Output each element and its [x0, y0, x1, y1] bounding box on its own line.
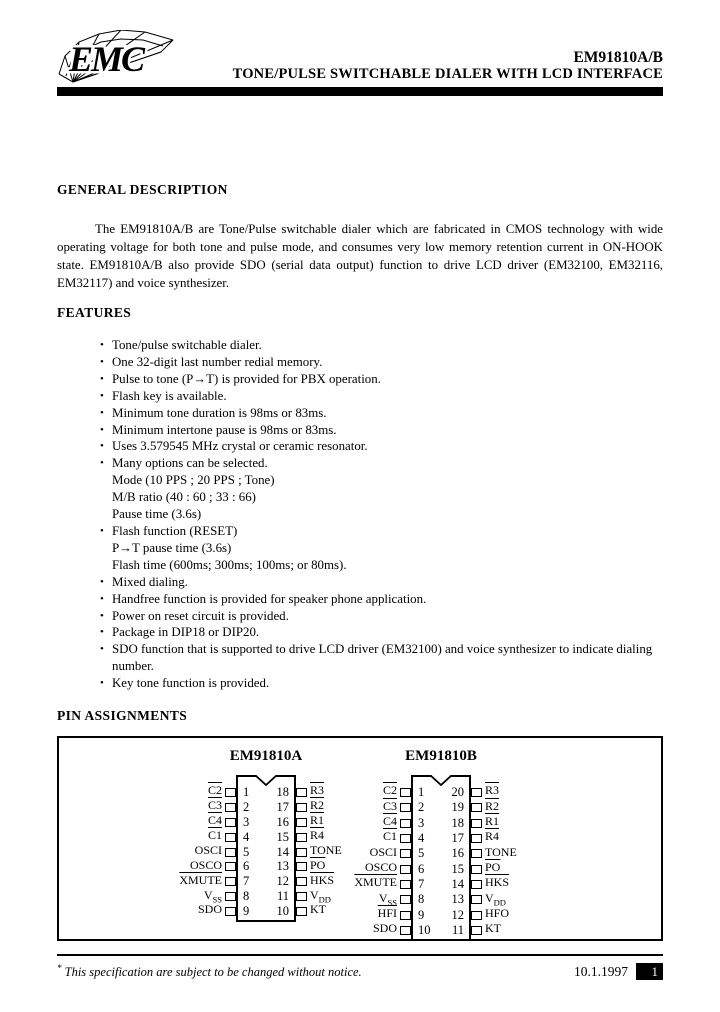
pin-pad-left	[400, 895, 411, 904]
pin-number-left: 1	[243, 784, 250, 799]
feature-text: Pulse to tone (P→T) is provided for PBX operation.	[112, 371, 381, 386]
pin-label-left: C4	[382, 814, 397, 829]
pin-number-right: 10	[276, 904, 289, 919]
chip-a-title: EM91810A	[229, 748, 303, 765]
bullet-icon: •	[100, 440, 104, 453]
pin-number-left: 7	[243, 874, 250, 889]
pin-row	[167, 785, 365, 800]
feature-text: Mixed dialing.	[112, 574, 188, 589]
pin-row	[342, 785, 540, 800]
pin-number-left: 2	[418, 800, 425, 815]
pin-label-right: R1	[485, 814, 500, 829]
pin-number-right: 17	[451, 831, 464, 846]
pin-diagram-box	[57, 736, 663, 941]
document-title: TONE/PULSE SWITCHABLE DIALER WITH LCD INTERFACE	[232, 66, 663, 82]
feature-item	[100, 472, 663, 489]
pin-number-right: 12	[276, 874, 289, 889]
pin-label-right: R4	[310, 827, 325, 842]
bullet-icon: •	[100, 524, 104, 537]
pin-label-left: XMUTE	[354, 875, 397, 890]
pin-label-right: $\overline{HKS}$	[310, 872, 335, 887]
chip-em91810a	[167, 748, 365, 922]
feature-text: Handfree function is provided for speaker phone application.	[112, 591, 427, 606]
feature-text: Mode (10 PPS ; 20 PPS ; Tone)	[112, 473, 275, 488]
chip-b-title: EM91810B	[405, 748, 477, 765]
pin-number-right: 11	[451, 922, 464, 937]
pin-label-left: C2	[382, 783, 397, 798]
feature-item	[100, 422, 663, 439]
pin-pad-left	[400, 819, 411, 828]
feature-item	[100, 337, 663, 354]
pin-number-right: 20	[451, 785, 464, 800]
pin-pad-left	[225, 833, 236, 842]
feature-item	[100, 675, 663, 692]
pin-pad-right	[296, 788, 307, 797]
feature-text: One 32-digit last number redial memory.	[112, 354, 323, 369]
pin-label-left: C3	[207, 798, 222, 813]
feature-item	[100, 608, 663, 625]
bullet-icon: •	[100, 355, 104, 368]
pin-pad-left	[225, 848, 236, 857]
footer-date: 10.1.1997	[574, 963, 628, 979]
feature-text: P→T pause time (3.6s)	[112, 540, 232, 555]
feature-item	[100, 438, 663, 455]
pin-number-right: 14	[276, 844, 289, 859]
feature-item	[100, 455, 663, 472]
pin-pad-right	[471, 819, 482, 828]
pin-label-left: OSCI	[194, 842, 222, 857]
pin-number-right: 16	[451, 846, 464, 861]
pin-row	[167, 815, 365, 830]
feature-text: Tone/pulse switchable dialer.	[112, 338, 262, 352]
pin-number-right: 13	[451, 892, 464, 907]
pin-label-left: C3	[382, 798, 397, 813]
pin-pad-left	[225, 803, 236, 812]
pin-pad-right	[471, 865, 482, 874]
pin-pad-right	[296, 803, 307, 812]
pin-label-right: $\overline{HKS}$	[485, 875, 510, 890]
pin-pad-left	[225, 892, 236, 901]
feature-text: Flash function (RESET)	[112, 523, 238, 538]
pin-pad-left	[400, 865, 411, 874]
pin-pad-right	[296, 907, 307, 916]
header-rule	[57, 87, 663, 96]
feature-item	[100, 624, 663, 641]
bullet-icon: •	[100, 609, 104, 622]
feature-text: Package in DIP18 or DIP20.	[112, 625, 260, 640]
pin-label-left: $\overline{HFI}$	[377, 905, 397, 920]
pin-pad-right	[296, 818, 307, 827]
pin-number-right: 18	[451, 815, 464, 830]
pin-pad-left	[225, 788, 236, 797]
bullet-icon: •	[100, 677, 104, 690]
pin-pad-right	[471, 834, 482, 843]
pin-row	[167, 874, 365, 889]
pin-label-left: XMUTE	[179, 872, 222, 887]
pin-number-left: 7	[418, 876, 425, 891]
pin-label-right: $V_{DD}$	[485, 890, 506, 907]
pin-pad-right	[471, 880, 482, 889]
page-number-badge: 1	[636, 963, 663, 980]
feature-text: Power on reset circuit is provided.	[112, 608, 289, 623]
pin-number-left: 2	[243, 799, 250, 814]
chip-a-diagram	[167, 775, 365, 922]
pin-row	[342, 816, 540, 831]
bullet-icon: •	[100, 643, 104, 656]
pin-label-left: C1	[382, 829, 397, 844]
bullet-icon: •	[100, 592, 104, 605]
pin-number-right: 12	[451, 907, 464, 922]
pin-pad-right	[471, 926, 482, 935]
feature-item	[100, 591, 663, 608]
pin-label-left: C2	[207, 783, 222, 798]
pin-pad-right	[296, 877, 307, 886]
footnote-text: This specification are subject to be changed without notice.	[64, 965, 362, 980]
pin-pad-left	[225, 818, 236, 827]
emc-logo-text: EMC	[69, 39, 144, 79]
header-titles	[233, 49, 663, 84]
pin-number-left: 9	[243, 904, 250, 919]
pin-number-left: 1	[418, 785, 425, 800]
pin-pad-right	[296, 862, 307, 871]
feature-text: Key tone function is provided.	[112, 676, 270, 691]
feature-item	[100, 506, 663, 523]
pin-pad-left	[400, 911, 411, 920]
pin-label-right: HFO	[485, 905, 510, 920]
chip-b-diagram	[342, 775, 540, 941]
footer-right	[574, 963, 663, 980]
footnote	[57, 963, 362, 980]
pin-row	[342, 877, 540, 892]
page-footer	[57, 954, 663, 980]
feature-item	[100, 540, 663, 557]
pin-pad-left	[225, 877, 236, 886]
pin-label-left: C4	[207, 813, 222, 828]
feature-item	[100, 388, 663, 405]
pin-row	[167, 904, 365, 919]
pin-label-right: R1	[310, 813, 325, 828]
pin-label-right: $\overline{PO}$	[485, 859, 501, 874]
bullet-icon: •	[100, 626, 104, 639]
feature-item	[100, 641, 663, 675]
pin-pad-right	[471, 849, 482, 858]
pin-row	[342, 800, 540, 815]
pin-pad-right	[296, 892, 307, 901]
emc-logo-icon	[57, 30, 175, 84]
feature-text: Minimum intertone pause is 98ms or 83ms.	[112, 422, 337, 437]
feature-text: Flash time (600ms; 300ms; 100ms; or 80ms).	[112, 557, 347, 572]
pin-number-right: 17	[276, 799, 289, 814]
pin-label-left: OSCI	[369, 844, 397, 859]
pin-number-left: 6	[418, 861, 425, 876]
pin-label-right: TONE	[310, 842, 342, 857]
pin-row	[167, 800, 365, 815]
pin-pad-right	[471, 895, 482, 904]
pin-row	[342, 892, 540, 907]
pin-label-right: R3	[485, 783, 500, 798]
feature-text: Minimum tone duration is 98ms or 83ms.	[112, 405, 327, 420]
pin-pad-right	[471, 803, 482, 812]
pin-label-right: R3	[310, 783, 325, 798]
feature-item	[100, 557, 663, 574]
bullet-icon: •	[100, 423, 104, 436]
part-number: EM91810A/B	[573, 49, 663, 66]
pin-label-right: $\overline{PO}$	[310, 857, 326, 872]
pin-number-left: 4	[243, 829, 250, 844]
pin-label-left: $V_{SS}$	[378, 890, 397, 907]
bullet-icon: •	[100, 457, 104, 470]
feature-text: Flash key is available.	[112, 388, 227, 403]
pin-number-right: 11	[276, 889, 289, 904]
pin-number-left: 4	[418, 831, 425, 846]
pin-pad-left	[400, 834, 411, 843]
bullet-icon: •	[100, 575, 104, 588]
pin-label-right: $V_{DD}$	[310, 887, 331, 904]
pin-label-left: SDO	[197, 902, 222, 917]
bullet-icon: •	[100, 339, 104, 351]
pin-number-right: 14	[451, 876, 464, 891]
pin-number-right: 18	[276, 784, 289, 799]
features-list	[57, 337, 663, 692]
pin-number-right: 16	[276, 814, 289, 829]
pin-number-right: 19	[451, 800, 464, 815]
general-description-heading: GENERAL DESCRIPTION	[57, 182, 228, 197]
feature-text: Uses 3.579545 MHz crystal or ceramic resonator.	[112, 439, 368, 454]
feature-item	[100, 489, 663, 506]
pin-number-right: 15	[451, 861, 464, 876]
feature-item	[100, 574, 663, 591]
pin-pad-right	[296, 848, 307, 857]
general-description-text: The EM91810A/B are Tone/Pulse switchable dialer which are fabricated in CMOS technology with wide operating voltage for both tone and pulse mode, and consumes very low memory retention current in ON-HOOK state. EM91810A/B also provide SDO (serial data output) function to drive LCD driver (EM32100, EM32116, EM32117) and voice synthesizer.	[57, 222, 663, 290]
bullet-icon: •	[100, 372, 104, 385]
features-heading: FEATURES	[57, 305, 132, 320]
pin-label-right: KT	[310, 902, 326, 917]
pin-pad-left	[225, 862, 236, 871]
pin-number-left: 3	[418, 815, 425, 830]
pin-pad-left	[400, 803, 411, 812]
pin-number-left: 5	[418, 846, 425, 861]
pin-label-left: OSCO	[189, 857, 222, 872]
pin-number-left: 5	[243, 844, 250, 859]
pin-assignments-heading: PIN ASSIGNMENTS	[57, 708, 188, 724]
pin-pad-left	[400, 788, 411, 797]
pin-number-right: 13	[276, 859, 289, 874]
feature-text: SDO function that is supported to drive LCD driver (EM32100) and voice synthesizer to indicate dialing number.	[112, 642, 653, 674]
chip-em91810b	[342, 748, 540, 941]
pin-number-left: 8	[418, 892, 425, 907]
feature-item	[100, 371, 663, 388]
pin-row	[342, 907, 540, 922]
pin-label-left: OSCO	[364, 859, 397, 874]
feature-text: M/B ratio (40 : 60 ; 33 : 66)	[112, 490, 256, 505]
pin-number-left: 3	[243, 814, 250, 829]
pin-label-right: R2	[485, 798, 500, 813]
pin-label-left: $V_{SS}$	[203, 887, 222, 904]
pin-number-left: 8	[243, 889, 250, 904]
feature-item	[100, 354, 663, 371]
footnote-marker: *	[57, 963, 62, 974]
pin-label-right: R4	[485, 829, 500, 844]
pin-pad-right	[471, 911, 482, 920]
feature-text: Pause time (3.6s)	[112, 507, 202, 522]
pin-number-left: 10	[418, 922, 431, 937]
pin-label-right: R2	[310, 798, 325, 813]
bullet-icon: •	[100, 389, 104, 402]
pin-pad-right	[471, 788, 482, 797]
pin-row	[167, 889, 365, 904]
pin-row	[342, 923, 540, 938]
pin-number-left: 6	[243, 859, 250, 874]
feature-item	[100, 523, 663, 540]
pin-number-right: 15	[276, 829, 289, 844]
page-header	[57, 28, 663, 84]
feature-item	[100, 405, 663, 422]
bullet-icon: •	[100, 406, 104, 419]
pin-pad-left	[400, 880, 411, 889]
pin-label-right: TONE	[485, 844, 517, 859]
pin-pad-right	[296, 833, 307, 842]
pin-label-left: C1	[207, 827, 222, 842]
pin-pad-left	[400, 849, 411, 858]
pin-pad-left	[225, 907, 236, 916]
pin-label-left: SDO	[372, 921, 397, 936]
feature-text: Many options can be selected.	[112, 456, 268, 471]
pin-number-left: 9	[418, 907, 425, 922]
pin-label-right: KT	[485, 921, 501, 936]
pin-pad-left	[400, 926, 411, 935]
